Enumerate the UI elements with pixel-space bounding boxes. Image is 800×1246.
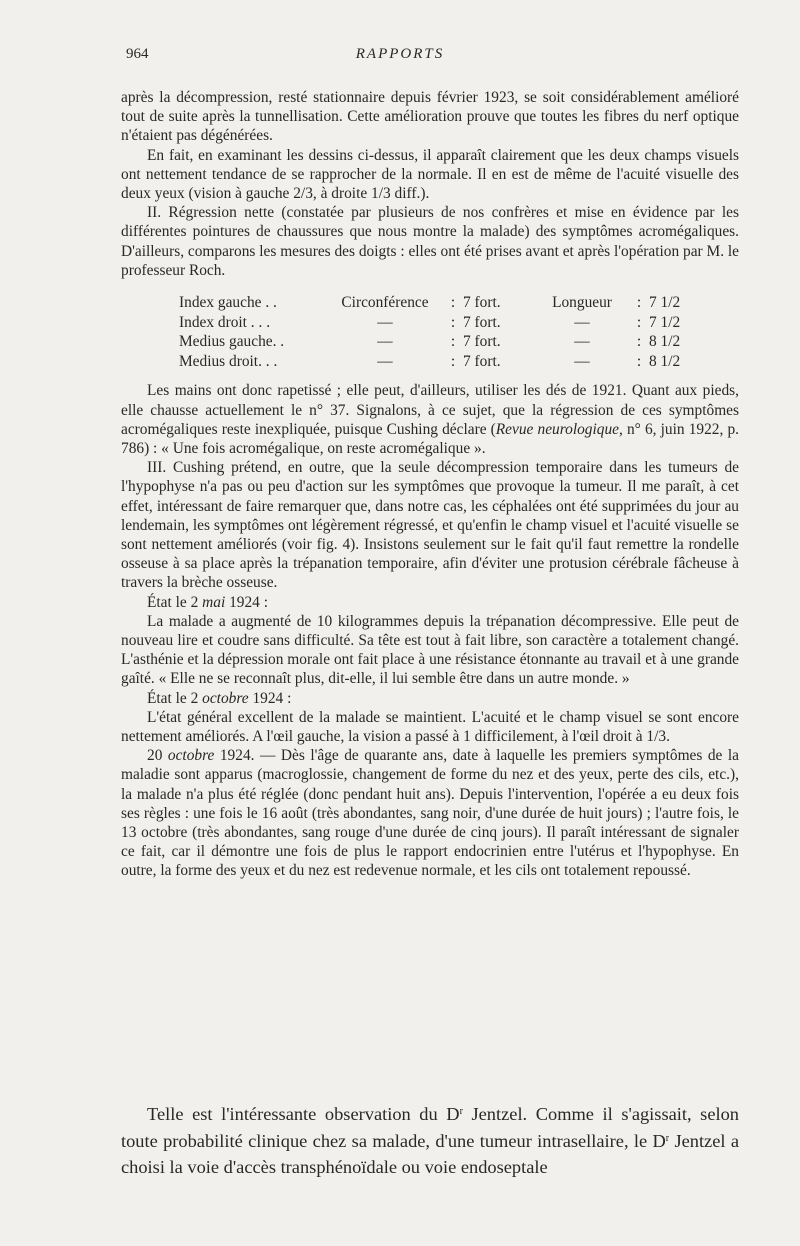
finger-name: Index droit . . .: [179, 313, 271, 331]
hands-text-before: Les mains ont donc rapetissé ; elle peut, d'ailleurs, utiliser les dés de 1921. Quant aux pieds, elle chausse actuellement le n° 37. Signalons, à ce sujet, que la régression de ces symptômes acromégaliques reste inexpliquée, puisque Cushing déclare (: [121, 382, 739, 438]
paragraph-visual-fields: En fait, en examinant les dessins ci-dessus, il apparaît clairement que les deux champs visuels ont nettement tendance de se rapprocher de la normale. Il en est de même de l'acuité visuelle des deux yeux (vision à gauche 2/3, à droite 1/3 diff.).: [121, 146, 739, 203]
state-may-text: La malade a augmenté de 10 kilogrammes depuis la trépanation décompressive. Elle peut de nouveau lire et coudre sans difficulté. Sa tête est tout à fait libre, son caractère a totalement changé. L'asthénie et la dépression morale ont fait place à une résistance étonnante au travail et à une grande gaîté. « Elle ne se reconnaît plus, dit-elle, il lui semble être dans un autre monde. »: [121, 612, 739, 688]
separator: :: [450, 313, 456, 331]
circumference-value: 7 fort.: [463, 352, 501, 370]
main-text: [121, 88, 739, 881]
state-october-heading: [121, 689, 739, 708]
circumference-value: 7 fort.: [463, 313, 501, 331]
october-20-text: 1924. — Dès l'âge de quarante ans, date à laquelle les premiers symptômes de la maladie sont apparus (macroglossie, changement de forme du nez et des yeux, perte des cils, etc.), la malade n'a plus été réglée (donc pendant huit ans). Depuis l'intervention, l'opérée a eu deux fois ses règles : une fois le 16 août (très abondantes, sang noir, d'une durée de huit jours) ; l'autre fois, le 13 octobre (très abondantes, sang rouge d'une durée de cinq jours). Il paraît intéressant de signaler ce fait, car il démontre une fois de plus le rapport endocrinien entre l'utérus et l'hypophyse. En outre, la forme des yeux et du nez est redevenue normale, et les cils ont totalement repoussé.: [121, 747, 740, 880]
conclusion-part3: Jentzel a choisi la voie d'accès transphénoïdale ou voie endoseptale: [121, 1130, 739, 1177]
state-october-year: 1924 :: [248, 689, 292, 707]
table-row: [179, 293, 739, 313]
state-may-heading: [121, 593, 739, 612]
paragraph-october-20: [121, 746, 739, 880]
length-label: —: [574, 313, 590, 331]
separator: :: [450, 352, 456, 370]
paragraph-regression: II. Régression nette (constatée par plusieurs de nos confrères et mise en évidence par les différentes pointures de chaussures que nous montre la malade) des symptômes acromégaliques. D'ailleurs, comparons les mesures des doigts : elles ont été prises avant et après l'opération par M. le professeur Roch.: [121, 204, 740, 279]
finger-name: Medius droit. . .: [179, 352, 278, 370]
paragraph-hands: [121, 381, 739, 458]
finger-name: Index gauche . .: [179, 294, 277, 312]
finger-measurements-table: [179, 293, 739, 371]
paragraph-cushing: III. Cushing prétend, en outre, que la seule décompression temporaire dans les tumeurs de l'hypophyse n'a pas ou peu d'action sur les symptômes que provoque la tumeur. Il me paraît, à cet effet, intéressant de faire remarquer que, dans notre cas, les céphalées ont été supprimées du jour au lendemain, les symptômes ont légèrement régressé, et qu'enfin le champ visuel et l'acuité visuelle se sont nettement améliorés (voir fig. 4). Insistons seulement sur le fait qu'il faut remettre la rondelle osseuse à sa place après la trépanation temporaire, afin d'éviter une protusion cérébrale fâcheuse à travers la brèche osseuse.: [121, 459, 739, 592]
circumference-value: 7 fort.: [463, 333, 501, 351]
circumference-label: —: [377, 313, 393, 331]
table-row: [179, 332, 739, 352]
october-20-day: 20: [147, 747, 168, 765]
paragraph-intro: après la décompression, resté stationnaire depuis février 1923, se soit considérablement amélioré tout de suite après la tunnellisation. Cette amélioration prouve que toutes les fibres du nerf optique n'étaient pas dégénérées.: [121, 89, 739, 145]
conclusion-text: [121, 1101, 739, 1181]
separator: :: [450, 294, 456, 312]
circumference-value: 7 fort.: [463, 294, 501, 312]
page-header: [0, 46, 800, 68]
length-value: 7 1/2: [649, 313, 681, 331]
conclusion-part1: Telle est l'intéressante observation du D: [147, 1104, 460, 1124]
running-title: RAPPORTS: [355, 46, 445, 62]
paragraph-conclusion: [121, 1101, 739, 1181]
length-value: 8 1/2: [649, 333, 681, 351]
state-may-prefix: État le 2: [147, 593, 203, 611]
state-october-text: L'état général excellent de la malade se maintient. L'acuité et le champ visuel se sont encore nettement améliorés. A l'œil gauche, la vision a passé à 1 difficilement, à l'œil droit à 1/3.: [121, 708, 739, 746]
separator: :: [636, 294, 642, 312]
state-may-year: 1924 :: [225, 593, 268, 611]
hands-text-after: , n° 6, juin 1922, p. 786) : « Une fois acromégalique, on reste acromégalique ».: [121, 420, 739, 458]
circumference-label: —: [377, 352, 393, 370]
length-label: —: [574, 352, 590, 370]
doctor-superscript: r: [665, 1132, 670, 1144]
separator: :: [636, 333, 642, 351]
doctor-superscript: r: [459, 1106, 463, 1117]
circumference-label: —: [377, 333, 393, 351]
separator: :: [636, 352, 642, 370]
separator: :: [450, 333, 456, 351]
length-value: 7 1/2: [649, 294, 681, 312]
state-october-month: octobre: [202, 689, 249, 707]
length-label: Longueur: [552, 294, 612, 312]
october-20-month: octobre: [167, 747, 215, 765]
circumference-label: Circonférence: [341, 294, 429, 312]
page-number: 964: [126, 46, 149, 62]
conclusion-part2: Jentzel. Comme il s'agissait, selon toute probabilité clinique chez sa malade, d'une tumeur intrasellaire, le D: [121, 1104, 739, 1151]
finger-name: Medius gauche. .: [179, 333, 285, 351]
separator: :: [636, 313, 642, 331]
state-october-prefix: État le 2: [147, 689, 203, 707]
state-may-month: mai: [202, 593, 226, 611]
length-value: 8 1/2: [649, 352, 681, 370]
journal-title: Revue neurologique: [495, 420, 619, 438]
length-label: —: [574, 333, 590, 351]
table-row: [179, 352, 739, 372]
table-row: [179, 313, 739, 333]
